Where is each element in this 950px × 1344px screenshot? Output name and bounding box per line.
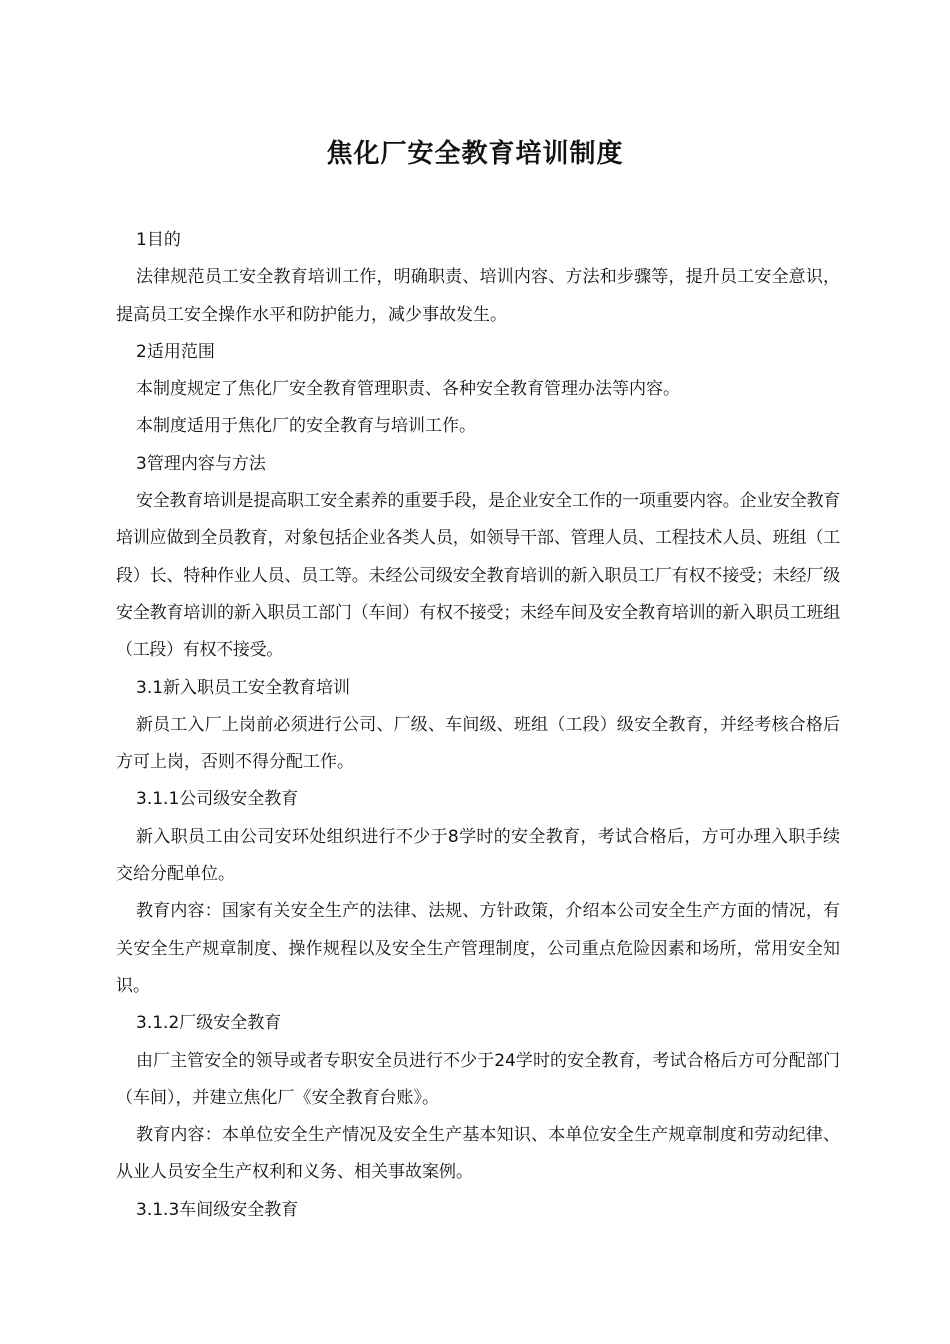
paragraph-scope-1: 本制度规定了焦化厂安全教育管理职责、各种安全教育管理办法等内容。 [136,379,680,400]
section-heading-management: 3管理内容与方法 [136,453,266,474]
section-heading-3-1: 3.1新入职员工安全教育培训 [136,677,351,698]
section-heading-scope: 2适用范围 [136,341,215,362]
section-heading-purpose: 1目的 [136,230,181,250]
document-body [116,222,840,1229]
section-heading-3-1-2: 3.1.2厂级安全教育 [136,1013,282,1034]
paragraph-3-1-2-content: 教育内容：本单位安全生产情况及安全生产基本知识、本单位安全生产规章制度和劳动纪律、从业人员安全生产权利和义务、相关事故案例。 [116,1125,840,1183]
document-title: 焦化厂安全教育培训制度 [326,139,624,169]
paragraph-3-1-1-content: 教育内容：国家有关安全生产的法律、法规、方针政策，介绍本公司安全生产方面的情况，有关安全生产规章制度、操作规程以及安全生产管理制度，公司重点危险因素和场所，常用安全知识。 [116,901,840,996]
section-heading-3-1-3: 3.1.3车间级安全教育 [136,1199,299,1220]
paragraph-scope-2: 本制度适用于焦化厂的安全教育与培训工作。 [136,416,476,437]
paragraph-management: 安全教育培训是提高职工安全素养的重要手段，是企业安全工作的一项重要内容。企业安全教育培训应做到全员教育，对象包括企业各类人员，如领导干部、管理人员、工程技术人员、班组（工段）长、特种作业人员、员工等。未经公司级安全教育培训的新入职员工厂有权不接受；未经厂级安全教育培训的新入职员工部门（车间）有权不接受；未经车间及安全教育培训的新入职员工班组（工段）有权不接受。 [116,491,840,661]
paragraph-3-1-2: 由厂主管安全的领导或者专职安全员进行不少于24学时的安全教育，考试合格后方可分配部门（车间），并建立焦化厂《安全教育台账》。 [116,1050,840,1108]
paragraph-3-1-1: 新入职员工由公司安环处组织进行不少于8学时的安全教育，考试合格后，方可办理入职手续交给分配单位。 [116,826,840,885]
section-heading-3-1-1: 3.1.1公司级安全教育 [136,789,299,810]
paragraph-purpose: 法律规范员工安全教育培训工作，明确职责、培训内容、方法和步骤等，提升员工安全意识，提高员工安全操作水平和防护能力，减少事故发生。 [116,267,840,325]
paragraph-3-1: 新员工入厂上岗前必须进行公司、厂级、车间级、班组（工段）级安全教育，并经考核合格后方可上岗，否则不得分配工作。 [116,714,840,773]
